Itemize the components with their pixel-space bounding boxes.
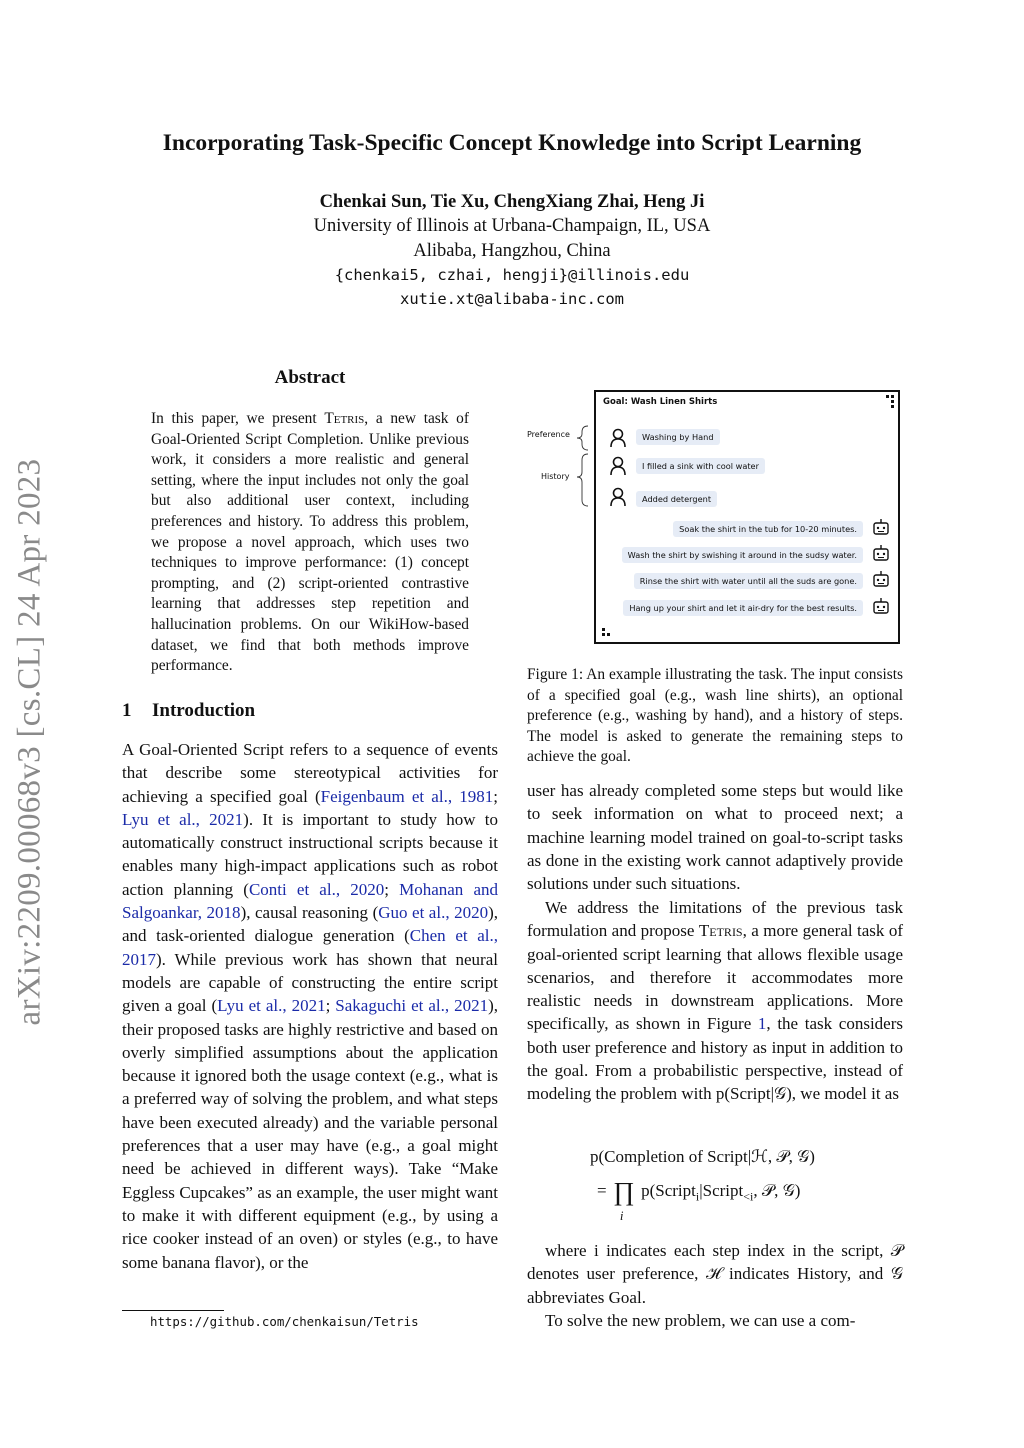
right-paragraph-2: We address the limitations of the previous task formulation and propose Tetris, a more general task of goal-oriented script learning that allows flexible usage scenarios, and therefore it accommodates more realistic needs in downstream applications. More specifically, as shown in Figure 1, the task considers both user preference and history as input in addition to the goal. From a probabilistic perspective, instead of modeling the problem with p(Script|𝒢), we model it as xyxy=(527,898,903,1104)
abstract-heading: Abstract xyxy=(274,367,346,388)
robot-icon xyxy=(872,597,890,615)
figure-caption: Figure 1: An example illustrating the task. The input consists of a specified goal (e.g., wash line shirts), an optional preference (e.g., washing by hand), and a history of steps. The model is asked to generate the remaining steps to achieve the goal. xyxy=(527,666,903,766)
citation-link[interactable]: Conti et al., 2020 xyxy=(248,879,385,899)
generated-step: Soak the shirt in the tub for 10-20 minutes. xyxy=(673,521,863,537)
footnote-url[interactable]: https://github.com/chenkaisun/Tetris xyxy=(150,1314,419,1329)
arxiv-identifier: arXiv:2209.00068v3 [cs.CL] 24 Apr 2023 xyxy=(11,458,48,1026)
equation-line-1: p(Completion of Script|ℋ, 𝒫, 𝒢) xyxy=(590,1147,815,1166)
email-2: xutie.xt@alibaba-inc.com xyxy=(400,290,624,308)
history-chip: Added detergent xyxy=(636,491,717,507)
authors: Chenkai Sun, Tie Xu, ChengXiang Zhai, Heng Ji xyxy=(319,192,705,212)
generated-step: Hang up your shirt and let it air-dry for the best results. xyxy=(623,600,863,616)
user-icon xyxy=(609,487,627,507)
generated-step: Wash the shirt by swishing it around in the sudsy water. xyxy=(622,547,863,563)
citation-link[interactable]: Lyu et al., 2021 xyxy=(122,809,244,829)
history-label: History xyxy=(541,472,570,481)
citation-link[interactable]: Sakaguchi et al., 2021 xyxy=(335,996,489,1016)
user-icon xyxy=(609,456,627,476)
paper-title: Incorporating Task-Specific Concept Knowledge into Script Learning xyxy=(162,130,862,156)
preference-label: Preference xyxy=(527,430,570,439)
equation-line-2: = ∏ i p(Script$_i$|Script$_{<i}$, 𝒫, 𝒢) xyxy=(597,1177,801,1223)
section-heading-introduction: 1 Introduction xyxy=(122,700,256,721)
introduction-paragraph: A Goal-Oriented Script refers to a sequence of events that describe some stereotypical activities for achieving a specified goal (Feigenbaum et al., 1981; Lyu et al., 2021). It is important to study how to automatically construct instructional scripts because it enables many high-impact applications such as robot action planning (Conti et al., 2020; Mohanan and Salgoankar, 2018), causal reasoning (Guo et al., 2020), and task-oriented dialogue generation (Chen et al., 2017). While previous work has shown that neural models are capable of constructing the entire script given a goal (Lyu et al., 2021; Sakaguchi et al., 2021), their proposed tasks are highly restrictive and based on overly simplified assumptions about the application because it ignored both the usage context (e.g., what is a preferred way of solving the problem, and what steps have been executed already) and the variable personal preferences that a user may have (e.g., a goal might need be achieved in different ways). Take “Make Eggless Cupcakes” as an example, the user might want to make it with different equipment (e.g., by using a rice cooker instead of an oven) or styles (e.g., to have some banana flavor), or the xyxy=(122,740,499,1272)
tetris-name: Tetris xyxy=(698,921,743,941)
bracket-braces xyxy=(570,420,592,510)
citation-link[interactable]: Chen et al., 2017 xyxy=(122,926,498,969)
affiliation-1: University of Illinois at Urbana-Champaign, IL, USA xyxy=(313,216,711,236)
citation-link[interactable]: Guo et al., 2020 xyxy=(378,903,489,923)
citation-link[interactable]: Lyu et al., 2021 xyxy=(217,996,326,1016)
footnote-rule xyxy=(122,1310,224,1311)
email-1: {chenkai5, czhai, hengji}@illinois.edu xyxy=(334,266,690,284)
figure-reference-link[interactable]: 1 xyxy=(757,1014,767,1034)
user-icon xyxy=(609,428,627,448)
robot-icon xyxy=(872,518,890,536)
tetris-name: Tetris xyxy=(324,410,365,427)
abstract-text: In this paper, we present Tetris, a new task of Goal-Oriented Script Completion. Unlike previous work, it considers a more realistic and general setting, where the input includes not only the goal but also additional user context, including preferences and history. To address this problem, we propose a novel approach, which uses two techniques to improve performance: (1) concept prompting, and (2) script-oriented contrastive learning that addresses step repetition and hallucination problems. On our WikiHow-based dataset, we find that both methods improve performance. xyxy=(151,410,469,675)
robot-icon xyxy=(872,544,890,562)
robot-icon xyxy=(872,570,890,588)
citation-link[interactable]: Mohanan and Salgoankar, 2018 xyxy=(122,879,498,923)
history-chip: I filled a sink with cool water xyxy=(636,458,765,474)
right-paragraph-3: where i indicates each step index in the script, 𝒫 denotes user preference, ℋ indicates History, and 𝒢 abbreviates Goal. xyxy=(527,1241,903,1307)
figure-1 xyxy=(594,390,900,644)
figure-goal: Goal: Wash Linen Shirts xyxy=(603,397,718,407)
right-paragraph-4: To solve the new problem, we can use a com- xyxy=(545,1311,856,1330)
preference-chip: Washing by Hand xyxy=(636,429,720,445)
generated-step: Rinse the shirt with water until all the suds are gone. xyxy=(634,573,863,589)
citation-link[interactable]: Feigenbaum et al., 1981 xyxy=(320,786,494,806)
right-paragraph-1: user has already completed some steps but would like to seek information on what to proceed next; a machine learning model trained on goal-to-script tasks as done in the existing work cannot adaptively provide solutions under such situations. xyxy=(527,781,903,894)
affiliation-2: Alibaba, Hangzhou, China xyxy=(413,241,611,261)
